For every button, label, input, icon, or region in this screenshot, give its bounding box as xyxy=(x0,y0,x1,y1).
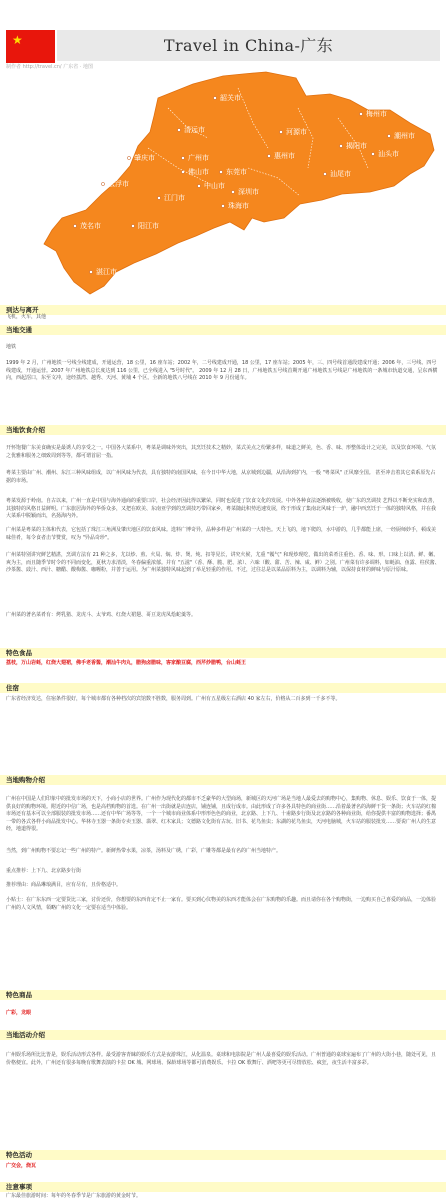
city-dot xyxy=(101,182,104,185)
section-paragraph: 广东省经济发达，住宿条件很好，每个城市都有各种档次的宾馆数不胜数，服务周到。广州有五星级左右酒店 40 家左右，价格从二百多到一千多不等。 xyxy=(6,696,341,702)
section-paragraph: 广彩，龙眼 xyxy=(6,1010,32,1016)
section-heading-bar xyxy=(0,775,446,785)
section-paragraph: 开怀饱餐广东美食确实是最诱人的享受之一。中国各大菜系中，粤菜是调味外突出，其烹饪技术之精妙，菜式美点之纷繁多样，味道之鲜美，色、香、味、形整体设计之完美，以及饮食环境、气氛之优雅和服务之细致周到等等，都可谓首屈一指。 xyxy=(6,445,437,459)
section-paragraph: 1999 年 2 月，广州地铁一号线全线建成，开通运营，18 公里，16 座车站；2002 年，二号线建成开通，18 公里，17 座车站；2005 年，三、四号线首通段建成开通；2006 年，三号线、四号线建成，开通运营。2007 年广州地铁总长度达到 116 公里，已全线进入 "5号时代"。 2009 年 12 月 28 日，广州地铁五号线首期开通广州地铁五号线是广州地铁的一条城市轨道交通，呈东西横向，西起滘口，东至文冲，途经荔湾、越秀、天河、黄埔 4 个区。全新的地铁八号线在 2010 年 9 月份通车。 xyxy=(6,360,438,381)
section-heading-bar xyxy=(0,425,446,435)
city-label: 韶关市 xyxy=(220,94,241,102)
city-dot xyxy=(177,128,180,131)
city-dot xyxy=(323,172,326,175)
city-label: 云浮市 xyxy=(108,180,129,188)
city-dot xyxy=(267,154,270,157)
city-label: 惠州市 xyxy=(274,152,295,160)
section-paragraph: 广州在中国是人们印象中的批发市场的天下，小商小店的世界。广州作为现代化的都市不乏豪华的大型商场，新城区的天河广场是当地人最爱去的购物中心，集购物、休息、娱乐、饮食于一体，提供良好的购物环境。附近的中信广场，也是高档购物的首选。在广州一出街就是店连店，铺连铺，且成行成市。由此形成了许多各具特色的商业街……沿着最著名的海鲜干货一条街；火车站的红棉市场还有基本可以全部服装的批发市场……还有中华广场等等，一个一个城市商业体系中形形色色的商业，北京路、上下九、十甫路步行街及北京路的各种商业街，给你提供丰富的购物选择；番禺一带的各式各样小商品批发中心。华林寺玉器一条街专卖玉器、翡翠、红木家具；文德路文化街有古玩、旧书、花鸟鱼虫；东湖的花鸟鱼虫，天河电脑城，火车站的服装批发……要说广州人的生意经，地道得很。 xyxy=(6,796,437,832)
section-paragraph: 广州菜的著名菜肴有：烤乳猪、龙虎斗、太爷鸡、红烧大裙翅、哥豆龙虎凤烩蛇羹等。 xyxy=(6,612,197,618)
city-dot xyxy=(157,196,160,199)
map-caption: 制作者 http://travel.cn/ 广东省 · 地图 xyxy=(6,64,93,70)
section-heading: 当地购物介绍 xyxy=(6,776,45,784)
section-heading-bar xyxy=(0,1030,446,1040)
section-heading: 到达与离开 xyxy=(6,306,39,314)
section-paragraph: 当然，到广州购物不要忘记一些广州的特产。新鲜热带水果，凉茶，汤料及广绣，广彩，广雕等都是最有名的广州当地特产。 xyxy=(6,848,282,854)
section-heading: 当地活动介绍 xyxy=(6,1031,45,1039)
city-label: 潮州市 xyxy=(394,132,415,140)
city-label: 清远市 xyxy=(184,126,205,134)
page-title: Travel in China-广东 xyxy=(163,36,334,55)
city-label: 揭阳市 xyxy=(346,142,367,150)
section-paragraph: 荔枝，万山岩蚝，红烧大翅裙，佛手老香酱，潮汕牛肉丸，腊狗卤腊味，客家酿豆腐，西芹炒腊鸭，台山蚝王 xyxy=(6,660,247,666)
city-dot xyxy=(339,144,342,147)
section-paragraph: 飞机，火车，其他 xyxy=(6,314,47,320)
city-dot xyxy=(221,204,224,207)
section-heading-bar xyxy=(0,1182,446,1192)
title-box xyxy=(57,30,440,61)
city-dot xyxy=(73,224,76,227)
section-heading: 当地交通 xyxy=(6,326,32,334)
city-label: 佛山市 xyxy=(188,168,209,176)
section-paragraph: 小贴士：在广东东西一定要货比三家，讨价还价，你想要的东西肯定不止一家有。要买到心仪物美的东西才能体会在广东购物的乐趣。而且请你在各个购物街，一边购买自己喜爱的商品，一边体验广州的人文风情，領略广州的文化一定要在适当中体验。 xyxy=(6,897,437,911)
city-label: 肇庆市 xyxy=(134,154,155,162)
section-paragraph: 广东最佳旅游时间：每年的冬春季节是广东旅游的黄金时节。 xyxy=(6,1193,142,1199)
city-label: 汕头市 xyxy=(378,150,399,158)
city-dot xyxy=(89,270,92,273)
city-dot xyxy=(387,134,390,137)
city-label: 阳江市 xyxy=(138,222,159,230)
city-dot xyxy=(231,190,234,193)
section-heading-bar xyxy=(0,683,446,693)
section-heading: 特色商品 xyxy=(6,991,32,999)
section-paragraph: 重点推荐：上下九、北京路步行街 xyxy=(6,868,82,874)
city-label: 珠海市 xyxy=(228,202,249,210)
city-label: 广州市 xyxy=(188,154,209,162)
section-paragraph: 广交会，烧瓦 xyxy=(6,1163,37,1169)
city-dot xyxy=(279,130,282,133)
section-heading: 特色食品 xyxy=(6,649,32,657)
city-label: 汕尾市 xyxy=(330,170,351,178)
city-label: 东莞市 xyxy=(226,168,247,176)
city-label: 中山市 xyxy=(204,182,225,190)
city-label: 梅州市 xyxy=(366,110,387,118)
section-paragraph: 粤菜主要由广州、潮州、东江三种风味组成，以广州风味为代表，具有独特的南国风味，在今日中华大地，从京城到边疆，从沿海到扩内，一般 "粤菜风" 正风靡全国。 甚至冲击着其它菜系原先占据的市场。 xyxy=(6,470,436,484)
header xyxy=(0,0,446,68)
section-paragraph: 地铁 xyxy=(6,344,17,350)
section-paragraph: 推荐理由：商品琳琅满目，应有尽有，且价格适中。 xyxy=(6,882,122,888)
city-label: 湛江市 xyxy=(96,268,117,276)
city-label: 深圳市 xyxy=(238,188,259,196)
city-dot xyxy=(181,156,184,159)
section-paragraph: 粤菜发源于岭南。自古以来，广州一直是中国与海外通商的重要口岸，社会经济因此得以繁荣，同时也促进了饮食文化的发展。中外各种食法逐渐被吸收，使广东的烹调技 艺得以不断充实和改善，其独特的风格日益鲜明。广东旅居海外的华侨众多，又把在欧美、东南亚学到的烹调技巧带回家乡，粤菜随此积势迅速发展，终于形成了集南北风味于一炉，融中西烹饪于一体的独特风格，并在我大菜系中脱颖而出，名扬海内外。 xyxy=(6,498,438,519)
section-heading: 特色活动 xyxy=(6,1151,32,1159)
city-label: 茂名市 xyxy=(80,222,101,230)
section-heading-bar xyxy=(0,648,446,658)
city-dot xyxy=(127,156,130,159)
city-dot xyxy=(219,170,222,173)
city-dot xyxy=(213,96,216,99)
city-label: 江门市 xyxy=(164,194,185,202)
city-dot xyxy=(371,152,374,155)
city-dot xyxy=(197,184,200,187)
section-heading-bar xyxy=(0,1150,446,1160)
china-flag-icon: ★ xyxy=(6,30,55,63)
section-heading: 当地饮食介绍 xyxy=(6,426,45,434)
city-dot xyxy=(359,112,362,115)
section-heading: 注意事项 xyxy=(6,1183,32,1191)
section-heading-bar xyxy=(0,990,446,1000)
section-paragraph: 广州娱乐场所比比皆是，娱乐活动形式各样。最受游客青睐的娱乐方式是夜游珠江，从化温泉。桌球和电影院是广州人最喜爱的娱乐活动。广州普通的桌球室遍布了广州的大街小巷，随处可见，且价格便宜。此外，广州还有很多每晚有歌舞表演的卡拉 OK 城、网球场、保龄球场等都可消费娱乐。卡拉 OK 歌舞厅、酒吧等更可尽情放松、疯狂，夜生活丰富多彩。 xyxy=(6,1052,437,1066)
section-paragraph: 广州菜特别讲究鲜艺精湛，烹调方法有 21 种之多，尤以炒、煎、火局、焖、炸、煲、炖、扣等见长，讲究火候，尤重 "镬气" 和现炒现吃，做出的菜肴注重色、香、味、形。口味上以清、鲜、嫩、爽为主，而且随季节时令的不同而变化，夏秋力求清淡，冬春偏重浓郁。并有 "五滋"（香、酥、脆、肥、浓）、六味（酸、甜、苦、辣、咸、鲜）之别。广州菜有许多调料，如蚝油、鱼露、柱侯酱、沙茶酱、豉汁、西汁、糖醋、酸梅酱、咖喱粉，并善于运用。为广州菜独特风味起到了举足轻重的作用。不过，过往总是以菜品原料为主，以调料为辅，以保持食材的鲜味与原汁原味。 xyxy=(6,552,440,573)
section-heading-bar xyxy=(0,325,446,335)
city-label: 河源市 xyxy=(286,128,307,136)
guangdong-map xyxy=(38,68,438,298)
section-paragraph: 广州菜是粤菜的主体和代表，它包括了珠江三角洲及肇庆地区的饮食风味。选料广博奇异，品种多样是广州菜的一大特色。天上飞的，地下爬的，水中游的，几乎都能上席，一经厨师妙手，顿成美味佳肴，每令食者击节赞赏，叹为 "异品奇珍"。 xyxy=(6,527,437,541)
city-dot xyxy=(131,224,134,227)
section-heading: 住宿 xyxy=(6,684,19,692)
